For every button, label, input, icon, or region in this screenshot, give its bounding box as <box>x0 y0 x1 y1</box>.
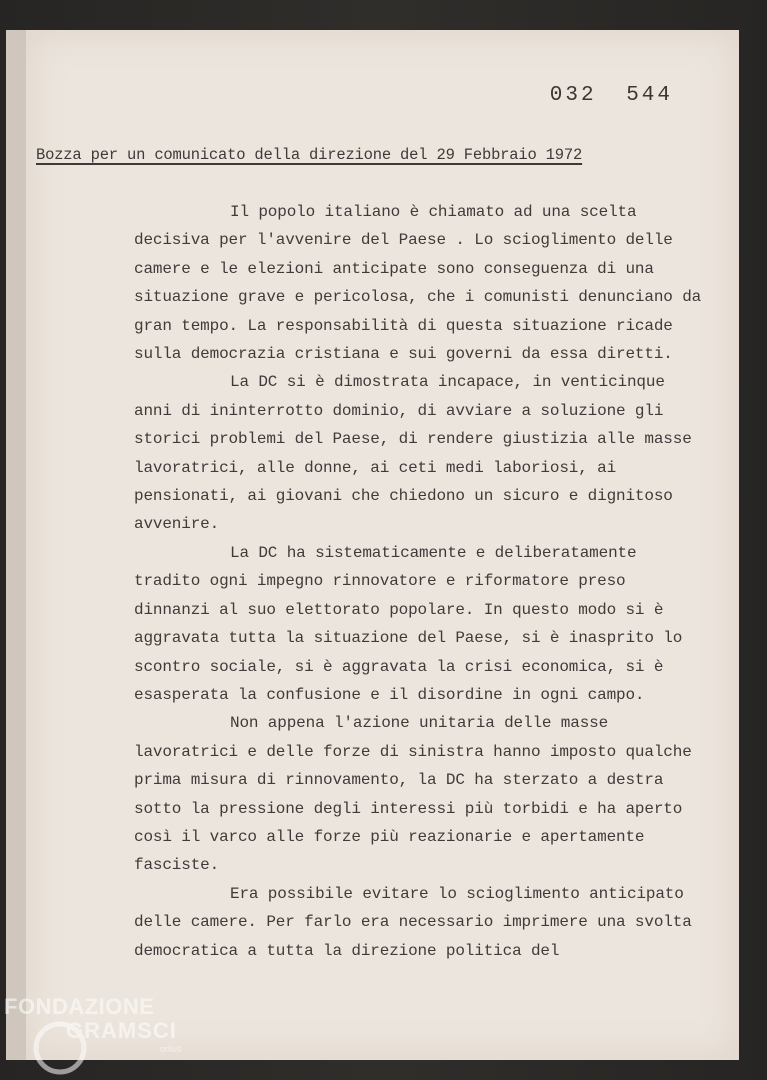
archive-number: 032 544 <box>549 84 673 107</box>
document-title: Bozza per un comunicato della direzione del 29 Febbraio 1972 <box>36 146 583 164</box>
paragraph: Il popolo italiano è chiamato ad una scelta decisiva per l'avvenire del Paese . Lo scioglimento delle camere e le elezioni anticipate sono conseguenza di una situazione grave e pericolosa, che i comunisti denunciano da gran tempo. La responsabilità di questa situazione ricade sulla democrazia cristiana e sui governi da essa diretti. <box>134 203 702 364</box>
fondazione-gramsci-watermark <box>4 994 194 1074</box>
document-page <box>26 30 739 1060</box>
paragraph: La DC ha sistematicamente e deliberatamente tradito ogni impegno rinnovatore e riformatore preso dinnanzi al suo elettorato popolare. In questo modo si è aggravata tutta la situazione del Paese, si è inasprito lo scontro sociale, si è aggravata la crisi economica, si è esasperata la confusione e il disordine in ogni campo. <box>134 543 683 704</box>
paper-edge <box>6 30 28 1060</box>
watermark-line-1: FONDAZIONE <box>4 994 155 1019</box>
paragraph: La DC si è dimostrata incapace, in venticinque anni di ininterrotto dominio, di avviare a soluzione gli storici problemi del Paese, di rendere giustizia alle masse lavoratrici, alle donne, ai ceti medi laboriosi, ai pensionati, ai giovani che chiedono un sicuro e dignitoso avvenire. <box>134 373 692 534</box>
paragraph: Non appena l'azione unitaria delle masse lavoratrici e delle forze di sinistra hanno imposto qualche prima misura di rinnovamento, la DC ha sterzato a destra sotto la pressione degli interessi più torbidi e ha aperto così il varco alle forze più reazionarie e apertamente fasciste. <box>134 714 692 875</box>
paragraph: Era possibile evitare lo scioglimento anticipato delle camere. Per farlo era necessario imprimere una svolta democratica a tutta la direzione politica del <box>134 884 692 960</box>
watermark-line-3: onlus <box>160 1044 182 1054</box>
watermark-line-2: GRAMSCI <box>66 1018 177 1043</box>
document-body <box>134 198 704 965</box>
